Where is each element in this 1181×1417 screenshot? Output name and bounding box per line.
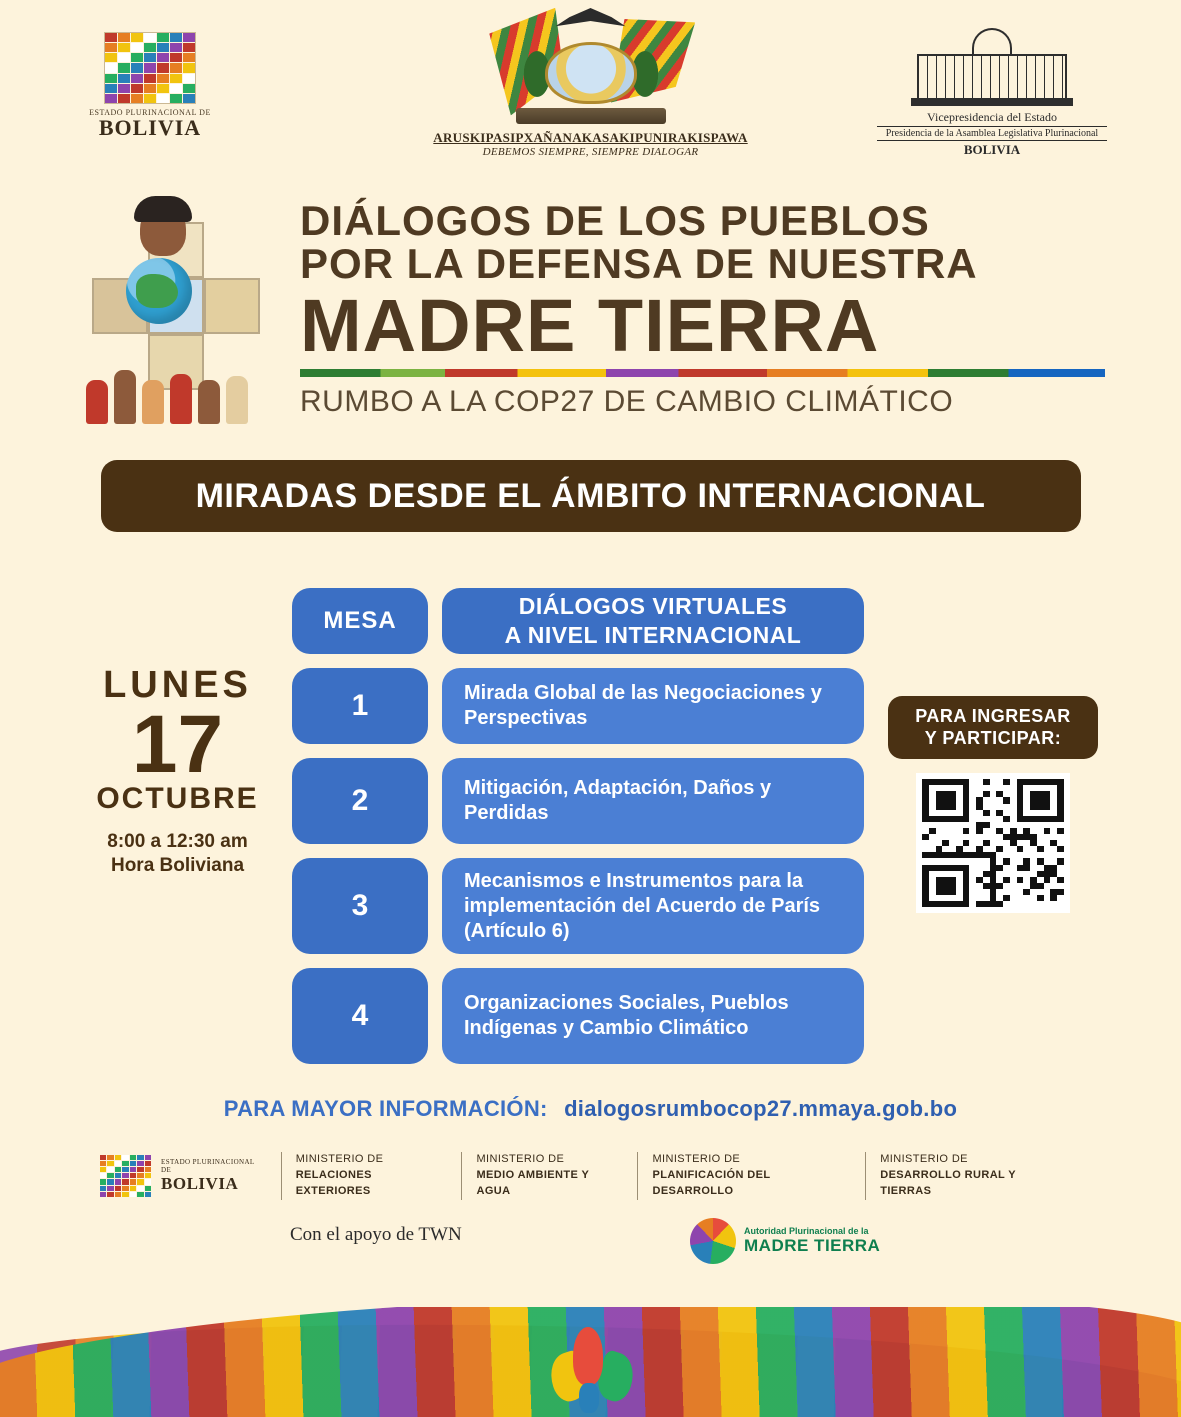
qr-label-line1: PARA INGRESAR [915,706,1071,726]
mesa-number: 4 [292,968,428,1064]
building-base-icon [911,98,1073,106]
shield-icon [545,42,637,104]
ministry-line2: RELACIONES EXTERIORES [295,1168,372,1197]
event-time: 8:00 a 12:30 am [107,831,248,853]
indigenous-face-icon [140,204,186,256]
estado-plurinacional-label: ESTADO PLURINACIONAL DE [89,108,211,117]
page-title [300,197,1105,419]
vicepresidencia-line1: Vicepresidencia del Estado [927,110,1057,124]
title-subtitle: RUMBO A LA COP27 DE CAMBIO CLIMÁTICO [300,385,954,419]
ministry-line1: MINISTERIO DE [880,1153,968,1165]
colorful-bird-icon [545,1327,637,1413]
column-header-line1: DIÁLOGOS VIRTUALES [518,593,788,620]
month-name: OCTUBRE [96,782,259,816]
mesa-topic: Mirada Global de las Negociaciones y Perspectivas [442,668,864,744]
ministry-line2: DESARROLLO RURAL Y TIERRAS [880,1168,1016,1197]
qr-label-line2: Y PARTICIPAR: [924,727,1062,748]
table-header-row [292,588,864,654]
wiphala-icon [104,32,196,104]
ministry-line2: MEDIO AMBIENTE Y AGUA [476,1168,590,1197]
wiphala-bolivia-logo [70,32,230,139]
footer-estado-label: ESTADO PLURINACIONAL DE [161,1157,255,1174]
condor-icon [556,8,626,34]
table-row [292,758,864,844]
more-info-url[interactable]: dialogosrumbocop27.mmaya.gob.bo [564,1096,958,1121]
mesa-number: 1 [292,668,428,744]
header-logos [0,0,1181,190]
dome-icon [972,28,1012,54]
table-row [292,668,864,744]
slogan-spanish: DEBEMOS SIEMPRE, SIEMPRE DIALOGAR [482,146,699,158]
mesa-number: 2 [292,758,428,844]
ministry-item [281,1152,462,1200]
mesa-topic: Mitigación, Adaptación, Daños y Perdidas [442,758,864,844]
title-line-2: POR LA DEFENSA DE NUESTRA [300,239,978,287]
ministry-item [637,1152,865,1200]
mesa-number: 3 [292,858,428,954]
ministry-line1: MINISTERIO DE [295,1153,384,1165]
apmt-line1: Autoridad Plurinacional de la [744,1225,869,1236]
ministry-line2: PLANIFICACIÓN DEL DESARROLLO [652,1168,771,1197]
bottom-decoration [0,1307,1181,1417]
bolivia-label: BOLIVIA [98,115,202,140]
qr-label [888,696,1098,759]
building-body-icon [917,54,1067,98]
raised-hands-icon [80,362,280,424]
mesa-topic: Mecanismos e Instrumentos para la implementación del Acuerdo de París (Artículo 6) [442,858,864,954]
table-row [292,968,864,1064]
title-section [0,194,1181,444]
vicepresidencia-building-icon [917,28,1067,106]
apmt-logo [690,1218,880,1264]
earth-globe-icon [126,258,192,324]
bolivia-coat-of-arms [426,8,756,158]
ministries-footer [0,1152,1181,1200]
day-number: 17 [131,699,224,790]
column-header-dialogos [442,588,864,654]
mesas-table [292,588,864,1078]
qr-section [888,696,1098,913]
footer-bolivia-label: BOLIVIA [161,1173,239,1193]
vicepresidencia-line3: BOLIVIA [963,142,1021,157]
title-line-1: DIÁLOGOS DE LOS PUEBLOS [300,197,930,244]
support-text: Con el apoyo de TWN [290,1223,462,1245]
column-header-mesa: MESA [292,588,428,654]
ministry-item [461,1152,637,1200]
wiphala-icon [100,1155,151,1197]
mesa-topic: Organizaciones Sociales, Pueblos Indígenas y Cambio Climático [442,968,864,1064]
column-header-line2: A NIVEL INTERNACIONAL [504,622,802,648]
coat-of-arms-icon [496,8,686,128]
wiphala-divider [300,369,1105,377]
day-name: LUNES [103,664,252,706]
ministry-line1: MINISTERIO DE [652,1153,741,1165]
support-row [0,1223,1181,1255]
footer-bolivia-logo [100,1155,281,1197]
slogan-aymara: ARUSKIPASIPXAÑANAKASAKIPUNIRAKISPAWA [433,130,748,145]
qr-code-icon[interactable] [916,773,1070,913]
cannon-icon [516,108,666,124]
title-line-3: MADRE TIERRA [300,283,880,367]
ministry-item [865,1152,1081,1200]
vicepresidencia-line2: Presidencia de la Asamblea Legislativa Plurinacional [877,126,1107,141]
more-info-label: PARA MAYOR INFORMACIÓN: [223,1096,548,1121]
event-timezone: Hora Boliviana [110,855,245,877]
event-date [80,664,275,878]
section-banner: MIRADAS DESDE EL ÁMBITO INTERNACIONAL [101,460,1081,532]
ministry-line1: MINISTERIO DE [476,1153,565,1165]
main-content [0,588,1181,1088]
table-row [292,858,864,954]
apmt-line2: MADRE TIERRA [744,1235,881,1255]
vicepresidencia-logo [877,28,1107,158]
apmt-globe-icon [690,1218,736,1264]
more-info [0,1096,1181,1122]
andean-cross-artwork [74,202,284,432]
